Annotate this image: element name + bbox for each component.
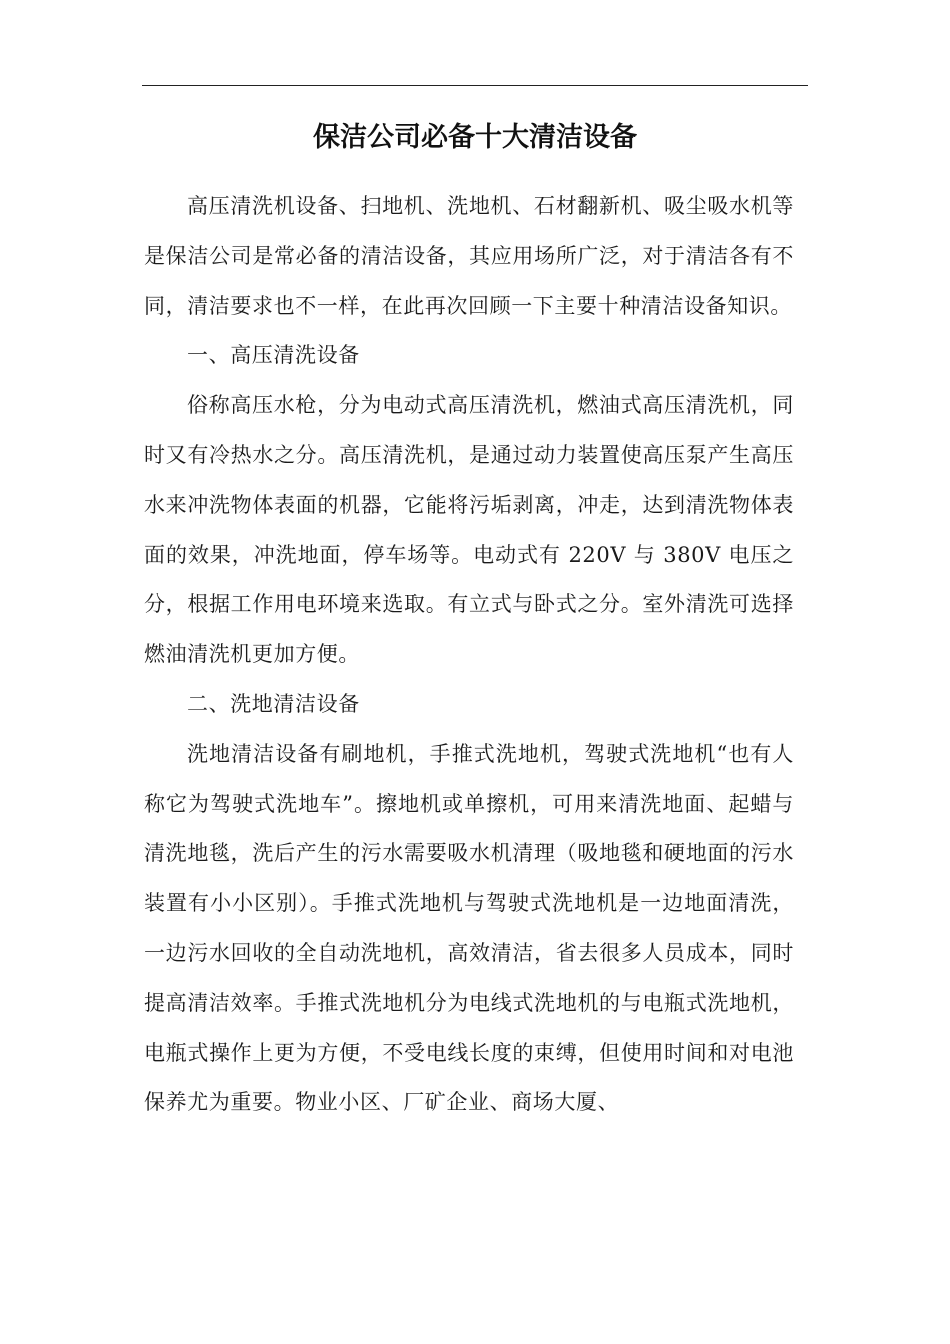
intro-paragraph: 高压清洗机设备、扫地机、洗地机、石材翻新机、吸尘吸水机等是保洁公司是常必备的清洁设备，其应用场所广泛，对于清洁各有不同，清洁要求也不一样，在此再次回顾一下主要十种清洁设备知识。	[144, 194, 794, 318]
document-body	[144, 182, 794, 1128]
header-rule	[142, 85, 808, 86]
section-body-floor-washing: 洗地清洁设备有刷地机，手推式洗地机，驾驶式洗地机“也有人称它为驾驶式洗地车”。擦地机或单擦机，可用来清洗地面、起蜡与清洗地毯，洗后产生的污水需要吸水机清理（吸地毯和硬地面的污水装置有小小区别）。手推式洗地机与驾驶式洗地机是一边地面清洗，一边污水回收的全自动洗地机，高效清洁，省去很多人员成本，同时提高清洁效率。手推式洗地机分为电线式洗地机的与电瓶式洗地机，电瓶式操作上更为方便，不受电线长度的束缚，但使用时间和对电池保养尤为重要。物业小区、厂矿企业、商场大厦、	[144, 741, 794, 1115]
document-title: 保洁公司必备十大清洁设备	[313, 122, 637, 153]
section-body-high-pressure: 俗称高压水枪，分为电动式高压清洗机，燃油式高压清洗机，同时又有冷热水之分。高压清洗机，是通过动力装置使高压泵产生高压水来冲洗物体表面的机器，它能将污垢剥离，冲走，达到清洗物体表面的效果，冲洗地面，停车场等。电动式有 220V 与 380V 电压之分，根据工作用电环境来选取。有立式与卧式之分。室外清洗可选择燃油清洗机更加方便。	[144, 393, 794, 667]
section-heading-high-pressure: 一、高压清洗设备	[187, 343, 360, 368]
section-heading-floor-washing: 二、洗地清洁设备	[187, 691, 360, 716]
